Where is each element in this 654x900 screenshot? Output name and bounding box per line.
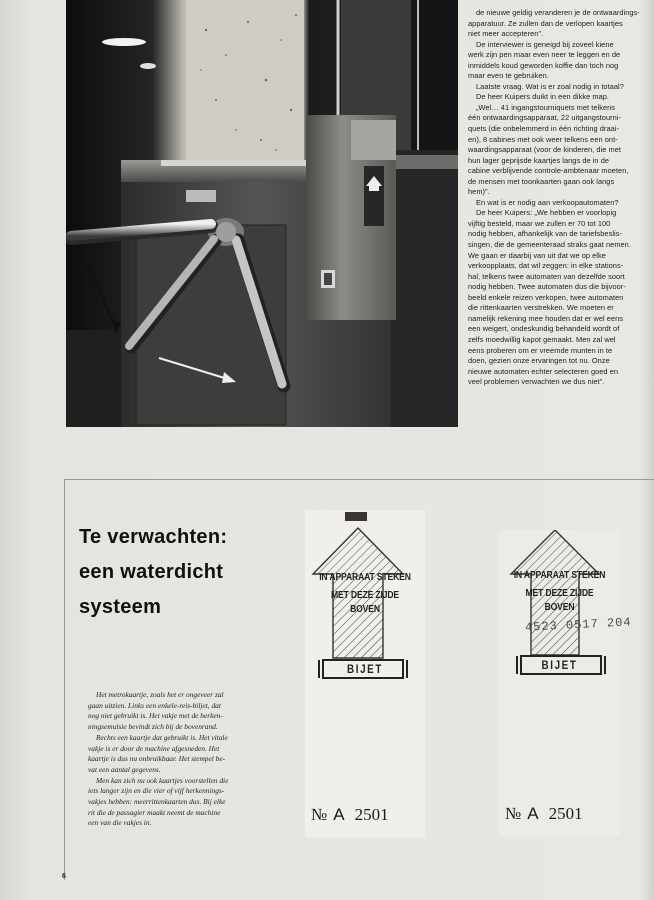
caption-paragraph <box>88 733 272 776</box>
article-line: vijftig besteld, maar we zullen er 70 tot 100 <box>468 218 611 228</box>
article-paragraph <box>468 198 654 209</box>
headline-line-3: systeem <box>79 596 162 618</box>
number-prefix: № <box>311 805 328 824</box>
article-line: nieuwe automaten echter selecteren goed en <box>468 366 619 376</box>
article-line: De interviewer is geneigd bij zoveel kiene <box>476 39 614 49</box>
headline-line-2: een waterdicht <box>79 561 224 583</box>
caption-line: iets langer zijn en die vier of vijf herkennings- <box>88 786 225 796</box>
article-line: We gaan er daarbij van uit dat we op elke <box>468 250 606 260</box>
article-line: cabine verblijvende controle-ambtenaar moeten, <box>468 166 629 176</box>
article-line: hem)". <box>468 187 490 197</box>
article-line: zelfs moedwillig kapot gemaakt. Men zal wel <box>468 334 616 344</box>
article-line: inmiddels koud geworden koffie dan toch nog <box>468 60 619 70</box>
article-line: nodig hebben, afhankelijk van de tariefsbeslis- <box>468 229 622 239</box>
article-line: Laatste vraag. Wat is er zoal nodig in totaal? <box>476 81 624 91</box>
article-line: singen, die de gemeenteraad straks gaat nemen. <box>468 240 631 250</box>
article-line: die rittenkaarten verstrekken. We moeten er <box>468 303 614 313</box>
article-line: eens proberen om er vreemde munten in te <box>468 345 613 355</box>
article-line: maar even te gebruiken. <box>468 71 549 81</box>
ticket-used <box>499 530 632 836</box>
headline-line-1: Te verwachten: <box>79 526 228 548</box>
article-line: doen, gezien onze ervaringen tot nu. Onze <box>468 356 610 366</box>
article-paragraph <box>468 82 654 93</box>
ticket-number <box>311 805 389 825</box>
article-line: En wat is er nodig aan verkoopautomaten? <box>476 197 619 207</box>
ticket-series: A <box>333 805 345 824</box>
article-line: namelijk rekening mee houden dat er wel eens <box>468 313 624 323</box>
article-line: „Wel… 41 ingangstourniquets met telkens <box>476 102 616 112</box>
article-line: een weigert, ondeskundig behandeld wordt of <box>468 324 620 334</box>
caption-line: een van die vakjes in. <box>88 818 152 828</box>
ticket-logo: BIJET <box>541 658 578 672</box>
caption-line: Men kan zich nu ook kaartjes voorstellen die <box>96 775 229 785</box>
caption-line: rit die de passagier maakt neemt de machine <box>88 807 221 817</box>
article-line: quets (die onbelemmerd in één richting draai- <box>468 124 619 134</box>
caption-paragraph <box>88 776 272 830</box>
caption-line: ningsemulsie bevindt zich bij de bovenrand. <box>88 722 218 732</box>
caption-line: nog niet gebruikt is. Het vakje met de herken- <box>88 711 223 721</box>
caption-paragraph <box>88 690 272 733</box>
caption-line: Het metrokaartje, zoals het er ongeveer zal <box>96 690 224 699</box>
article-line: hun lager geprijsde kaartjes langs de in de <box>468 155 610 165</box>
article-line: verkoopplaats, dat wil zeggen: in elke stations- <box>468 261 624 271</box>
ticket-serial: 2501 <box>354 805 389 824</box>
ticket-instruction-1: IN APPARAAT STEKEN <box>513 569 606 581</box>
validation-stamp: 4523 0517 204 <box>524 615 632 635</box>
article-line: nodig hebben. Twee automaten dus die bijvoor- <box>468 282 626 292</box>
article-line: veel problemen verwachten we dus niet". <box>468 377 605 387</box>
turnstile-illustration <box>66 0 458 427</box>
caption-line: vakje is er door de machine afgesneden. Het <box>88 743 220 753</box>
turnstile-photo <box>66 0 458 427</box>
article-paragraph <box>468 103 654 198</box>
article-line: De heer Kuipers duikt in een dikke map. <box>476 92 609 102</box>
page-number: 6 <box>62 873 66 880</box>
ticket-unused <box>305 510 425 837</box>
article-line: De heer Kuipers: „We hebben er voorlopig <box>476 208 617 218</box>
article-paragraph <box>468 208 654 387</box>
article-paragraph <box>468 92 654 103</box>
article-line: de mensen met toonkaarten gaan ook langs <box>468 176 615 186</box>
article-line: waardingsapparaat (voor de kinderen, die met <box>468 145 621 155</box>
ticket-instruction-2: MET DEZE ZIJDE BOVEN <box>330 589 400 615</box>
ticket-instruction-2: MET DEZE ZIJDE BOVEN <box>525 587 594 613</box>
article-line: de nieuwe geldig veranderen je de ontwaardings- <box>476 8 640 17</box>
article-line: en), 8 cabines met ook weer telkens een ont- <box>468 134 618 144</box>
number-prefix: № <box>505 804 522 823</box>
caption-line: kaartje is dus nu onbruikbaar. Het stempel be- <box>88 754 226 764</box>
ticket-instruction-1: IN APPARAAT STEKEN <box>319 571 411 583</box>
ticket-number <box>505 804 583 824</box>
ticket-serial: 2501 <box>548 804 583 823</box>
article-paragraph <box>468 8 654 40</box>
article-line: niet meer accepteren". <box>468 29 544 39</box>
caption-line: Rechts een kaartje dat gebruikt is. Het vitale <box>96 732 228 742</box>
article-line: hal, telkens twee automaten van dezelfde soort <box>468 271 625 281</box>
ticket-series: A <box>527 804 539 823</box>
caption-line: vakjes hebben: meerrittenkaarten dus. Bij elke <box>88 797 226 807</box>
article-paragraph <box>468 40 654 82</box>
article-line: één ontwaardingsapparaat, 22 uitgangstourni- <box>468 113 621 123</box>
article-line: apparatuur. Ze zullen dan de verlopen kaartjes <box>468 18 623 28</box>
caption-line: gaan uitzien. Links een enkele-reis-biljet, dat <box>88 700 221 710</box>
article-line: werk zijn pen maar even neer te leggen en de <box>468 50 621 60</box>
article-line: beeld enkele reizen verkopen, twee automaten <box>468 292 624 302</box>
section-headline <box>79 520 299 625</box>
ticket-logo: BIJET <box>346 662 384 676</box>
article-column <box>468 8 654 438</box>
caption-line: vat een aantal gegevens. <box>88 764 161 774</box>
ticket-caption <box>88 690 272 829</box>
